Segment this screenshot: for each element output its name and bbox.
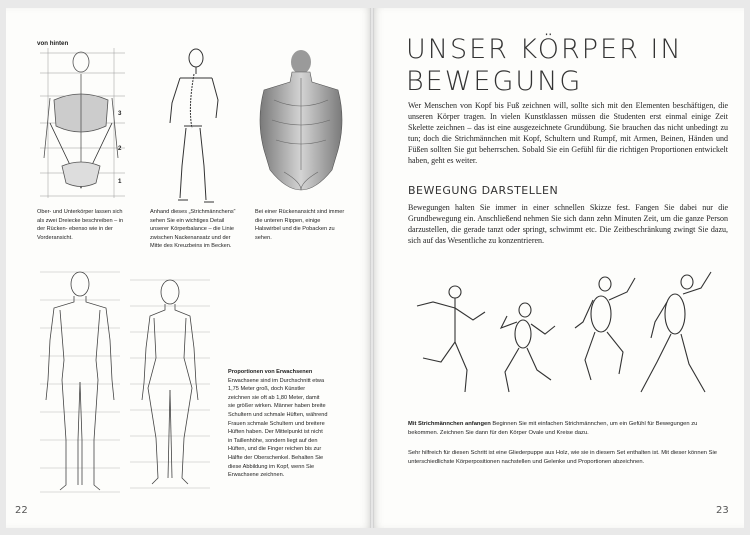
page-number-left: 22	[15, 505, 28, 516]
stick-figure-start-caption	[408, 420, 728, 438]
proportions-caption	[228, 368, 328, 480]
proportions-heading: Proportionen von Erwachsenen	[228, 369, 313, 375]
female-proportion-illustration	[130, 278, 210, 493]
proportions-text: Erwachsene sind im Durchschnitt etwa 1,75 Meter groß, doch Künstler zeichnen sie oft ab 1,80 Meter, damit sie größer wirken. Männer haben breite Schultern und schmale Hüften, während Frauen schmale Schultern und breitere Hüften haben. Der Mittelpunkt ist nicht in Taillenhöhe, sondern liegt auf den Hüften, und die Finger reichen bis zur Hälfte der Oberschenkel. Behalten Sie diese Abbildung im Kopf, wenn Sie Erwachsene zeichnen.	[228, 377, 328, 479]
scale-number-1: 1	[118, 178, 122, 185]
intro-paragraph: Wer Menschen von Kopf bis Fuß zeichnen will, sollte sich mit den Elementen beschäftigen, die unseren Körper tragen. In vielen Kunstklassen müssen die Studenten erst einmal einige Zeit Skelette zeichnen – das ist eine ausgezeichnete Grundübung. Sie brauchen das nicht unbedingt zu tun; doch die Strichmännchen mit Kopf, Schultern und Rumpf, mit Armen, Beinen, Händen und Füßen sollten Sie gut beherrschen. Sobald Sie ein Gefühl für die richtigen Proportionen entwickelt haben, geht es weiter.	[408, 101, 728, 165]
section-subheading: BEWEGUNG DARSTELLEN	[408, 184, 559, 197]
stick-figure-illustration	[158, 48, 228, 208]
page-number-right: 23	[716, 505, 729, 516]
book-fold	[370, 8, 374, 528]
stick-figure-caption: Anhand dieses „Strichmännchens“ sehen Sie ein wichtiges Detail unserer Körperbalance – die Linie zwischen Nackenansatz und der Mitte des Kreuzbeins im Becken.	[150, 209, 236, 250]
motion-figures-illustration	[405, 262, 730, 412]
skeleton-back-illustration	[40, 48, 130, 203]
scale-number-2: 2	[118, 145, 122, 152]
mannequin-caption: Sehr hilfreich für diesen Schritt ist eine Gliederpuppe aus Holz, wie sie in diesem Set enthalten ist. Mit dieser können Sie unterschiedlichste Körperpositionen nachstellen und Gelenke und Proportionen abzeichnen.	[408, 450, 718, 465]
male-proportion-illustration	[40, 270, 120, 495]
movement-paragraph: Bewegungen halten Sie immer in einer schnellen Skizze fest. Fangen Sie dabei nur die Grundbewegung ein. Anschließend nehmen Sie sich dann zehn Minuten Zeit, um die ganze Person darzustellen, die gerade tanzt oder springt, schwimmt etc. Die Zeitbeschränkung zwingt Sie dazu, sich auf das Wesentliche zu konzentrieren.	[408, 203, 728, 245]
stick-figure-start-heading: Mit Strichmännchen anfangen	[408, 421, 491, 427]
page-title-line1: UNSER KÖRPER IN	[406, 34, 683, 65]
scale-number-3: 3	[118, 110, 122, 117]
back-view-label: von hinten	[37, 40, 69, 47]
page-title-line2: BEWEGUNG	[406, 66, 583, 97]
back-anatomy-caption: Bei einer Rückenansicht sind immer die unteren Rippen, einige Halswirbel und die Pobacken zu sehen.	[255, 209, 345, 241]
skeleton-caption: Ober- und Unterkörper lassen sich als zwei Dreiecke beschreiben – in der Rücken- ebenso wie in der Vorderansicht.	[37, 209, 124, 241]
back-anatomy-illustration	[254, 50, 349, 200]
stick-figure-start-text: Beginnen Sie mit einfachen Strichmännchen, um ein Gefühl für Bewegungen zu bekommen. Zeichnen Sie dann für den Körper Ovale und Kreise dazu.	[408, 421, 698, 436]
page-title	[406, 34, 726, 98]
